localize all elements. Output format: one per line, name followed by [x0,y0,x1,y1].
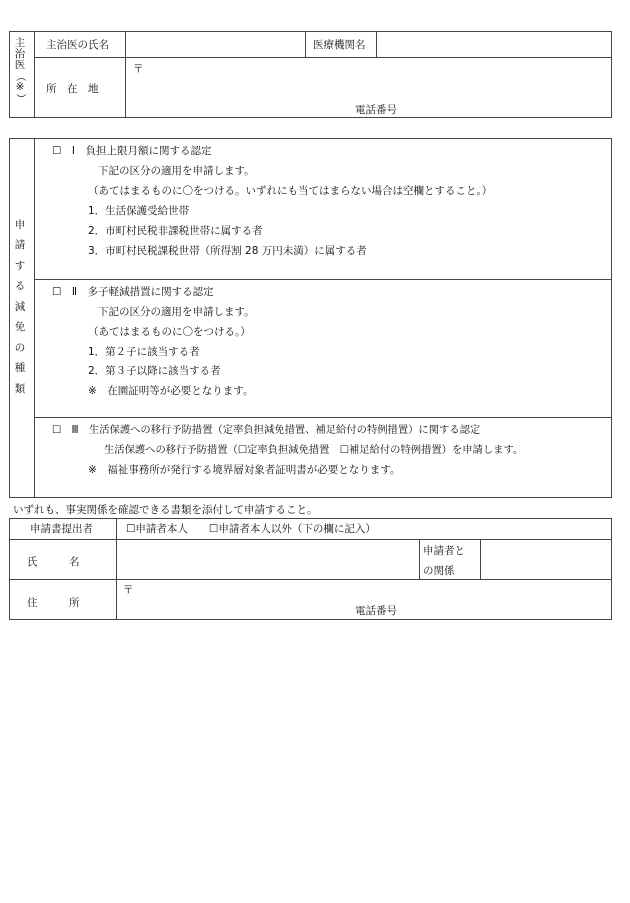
section1-item-1[interactable]: 1．生活保護受給世帯 [88,205,190,217]
submitter-options[interactable]: ☐申請者本人 ☐申請者本人以外（下の欄に記入） [126,523,376,535]
section3-heading[interactable]: ☐ Ⅲ 生活保護への移行予防措置（定率負担減免措置、補足給付の特例措置）に関する認定 [52,424,481,436]
physician-postal-mark: 〒 [133,63,144,75]
applicant-postal-mark: 〒 [123,584,134,596]
section2-line1: 下記の区分の適用を申請します。 [98,306,255,318]
physician-phone-label: 電話番号 [355,104,397,116]
physician-name-label: 主治医の氏名 [46,39,109,51]
section3-remark: ※ 福祉事務所が発行する境界層対象者証明書が必要となります。 [88,464,401,476]
relation-label-2: の関係 [423,565,455,577]
section1-item-3[interactable]: 3．市町村民税課税世帯（所得割 28 万円未満）に属する者 [88,245,367,257]
section1-item-2[interactable]: 2．市町村民税非課税世帯に属する者 [88,225,263,237]
section1-line1: 下記の区分の適用を申請します。 [98,165,255,177]
section2-item-1[interactable]: 1．第２子に該当する者 [88,346,200,358]
applicant-name-field[interactable] [118,541,417,577]
submitter-label: 申請書提出者 [30,523,93,535]
section3-line1[interactable]: 生活保護への移行予防措置（☐定率負担減免措置 ☐補足給付の特例措置）を申請します。 [104,444,524,456]
physician-address-label: 所 在 地 [46,83,99,95]
relation-field[interactable] [482,541,610,577]
attachment-note: いずれも、事実関係を確認できる書類を添付して申請すること。 [13,504,318,516]
physician-side-label: 主 治 医 （ ※ ） [14,37,27,104]
institution-label: 医療機関名 [313,39,366,51]
applicant-phone-label: 電話番号 [355,605,397,617]
section2-item-2[interactable]: 2．第３子以降に該当する者 [88,365,221,377]
applicant-address-label: 住 所 [27,597,80,609]
section2-remark: ※ 在園証明等が必要となります。 [88,385,254,397]
section1-heading[interactable]: ☐ Ⅰ 負担上限月額に関する認定 [52,145,212,157]
section2-heading[interactable]: ☐ Ⅱ 多子軽減措置に関する認定 [52,286,214,298]
relation-label-1: 申請者と [423,545,465,557]
section1-note: （あてはまるものに〇をつける。いずれにも当てはまらない場合は空欄とすること。） [88,185,493,197]
reduction-side-label: 申 請 す る 減 免 の 種 類 [14,219,26,395]
section2-note: （あてはまるものに〇をつける。） [88,326,251,338]
applicant-name-label: 氏 名 [27,556,80,568]
institution-field[interactable] [378,33,610,55]
physician-name-field[interactable] [127,33,303,55]
